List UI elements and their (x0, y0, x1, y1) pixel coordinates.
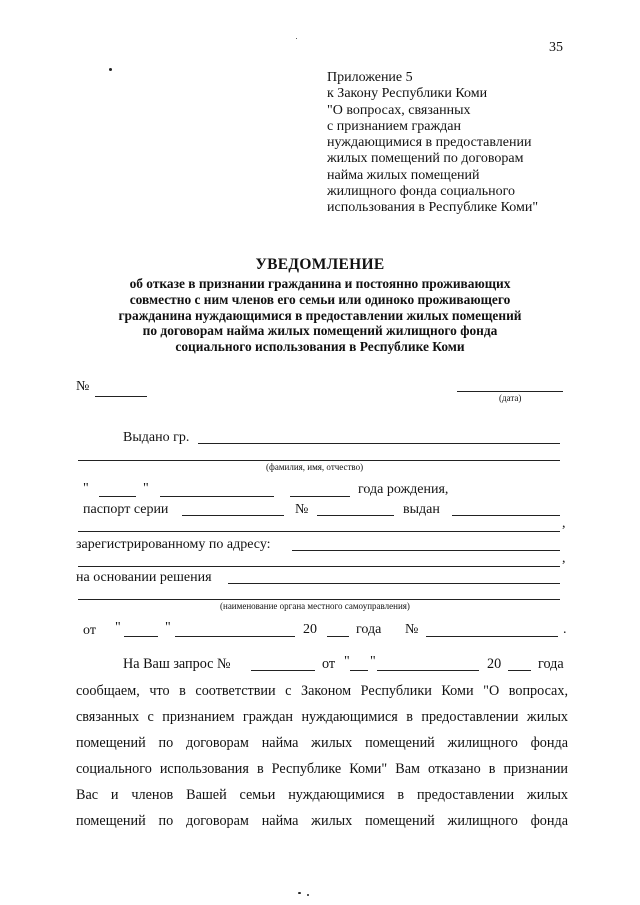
decision-number-label: № (405, 622, 419, 637)
authority-field[interactable] (78, 599, 560, 600)
appendix-line: нуждающимися в предоставлении (327, 135, 532, 151)
period: . (563, 622, 567, 637)
decision-number-field[interactable] (426, 636, 558, 637)
quote-close: " (165, 620, 171, 635)
issued-name-field[interactable] (198, 443, 560, 444)
request-number-field[interactable] (251, 670, 315, 671)
address-field-cont[interactable] (78, 566, 560, 567)
comma: , (562, 551, 566, 566)
date-field[interactable] (457, 391, 563, 392)
scan-speck (109, 68, 112, 71)
appendix-line: жилых помещений по договорам (327, 151, 524, 167)
appendix-line: к Закону Республики Коми (327, 86, 488, 102)
passport-issued-field-cont[interactable] (78, 531, 560, 532)
scan-speck (307, 894, 309, 896)
birth-year-label: года рождения, (358, 482, 449, 497)
fio-caption: (фамилия, имя, отчество) (266, 462, 364, 472)
birth-day-field[interactable] (99, 496, 136, 497)
year-prefix: 20 (303, 622, 317, 637)
fio-field[interactable] (78, 460, 560, 461)
number-label: № (76, 379, 90, 394)
subtitle-line: гражданина нуждающимися в предоставлении жилых помещений (118, 307, 522, 323)
body-text-line: социального использования в Республике Коми" Вам отказано в признании (76, 761, 568, 777)
appendix-line: найма жилых помещений (327, 167, 480, 183)
quote-open: " (115, 620, 121, 635)
appendix-line: с признанием граждан (327, 118, 461, 134)
request-year-field[interactable] (508, 670, 531, 671)
year-label: года (356, 622, 382, 637)
request-year-label: года (538, 656, 564, 672)
appendix-reference (327, 70, 587, 217)
appendix-line: "О вопросах, связанных (327, 102, 471, 118)
appendix-line: Приложение 5 (327, 70, 413, 85)
subtitle-line: социального использования в Республике Коми (175, 339, 465, 355)
passport-series-field[interactable] (182, 515, 284, 516)
document-subtitle (90, 276, 550, 355)
appendix-line: жилищного фонда социального (327, 184, 516, 200)
registered-label: зарегистрированному по адресу: (76, 537, 271, 552)
comma: , (562, 516, 566, 531)
decision-day-field[interactable] (124, 636, 158, 637)
from-label: от (83, 623, 96, 638)
passport-number-label: № (295, 502, 309, 517)
decision-month-field[interactable] (175, 636, 295, 637)
subtitle-line: об отказе в признании гражданина и постоянно проживающих (129, 276, 511, 291)
request-year-prefix: 20 (487, 656, 502, 672)
body-text-line: сообщаем, что в соответствии с Законом Республики Коми "О вопросах, (76, 683, 568, 699)
request-from-label: от (322, 656, 336, 672)
body-text-line: связанных с признанием граждан нуждающимися в предоставлении жилых (76, 709, 568, 725)
birth-year-field[interactable] (290, 496, 350, 497)
birth-month-field[interactable] (160, 496, 274, 497)
basis-label: на основании решения (76, 570, 212, 585)
body-text-line: Вас и членов Вашей семьи нуждающимися в предоставлении жилых (76, 787, 568, 803)
quote-open: " (83, 481, 89, 496)
appendix-line: использования в Республике Коми" (327, 200, 539, 216)
body-text-line: помещений по договорам найма жилых помещений жилищного фонда (76, 813, 568, 829)
subtitle-line: по договорам найма жилых помещений жилищного фонда (142, 323, 498, 339)
number-field[interactable] (95, 396, 147, 397)
address-field[interactable] (292, 550, 560, 551)
authority-caption: (наименование органа местного самоуправления) (220, 601, 410, 611)
subtitle-line: совместно с ним членов его семьи или одиноко проживающего (129, 291, 511, 307)
basis-field[interactable] (228, 583, 560, 584)
body-text-line: помещений по договорам найма жилых помещений жилищного фонда (76, 735, 568, 751)
scan-speck (298, 892, 301, 894)
date-caption: (дата) (499, 393, 522, 403)
request-label: На Ваш запрос № (123, 656, 231, 672)
scan-speck (296, 38, 297, 39)
decision-year-field[interactable] (327, 636, 349, 637)
passport-series-label: паспорт серии (83, 502, 169, 517)
passport-issued-field[interactable] (452, 515, 560, 516)
passport-number-field[interactable] (317, 515, 394, 516)
page-number: 35 (549, 40, 563, 55)
issued-label: Выдано гр. (123, 430, 190, 445)
quote-close: " (143, 481, 149, 496)
passport-issued-label: выдан (403, 502, 440, 517)
request-day-field[interactable] (350, 670, 368, 671)
request-month-field[interactable] (377, 670, 479, 671)
quote-open: " (344, 654, 350, 669)
document-title: УВЕДОМЛЕНИЕ (255, 256, 385, 273)
quote-close: " (370, 654, 376, 669)
